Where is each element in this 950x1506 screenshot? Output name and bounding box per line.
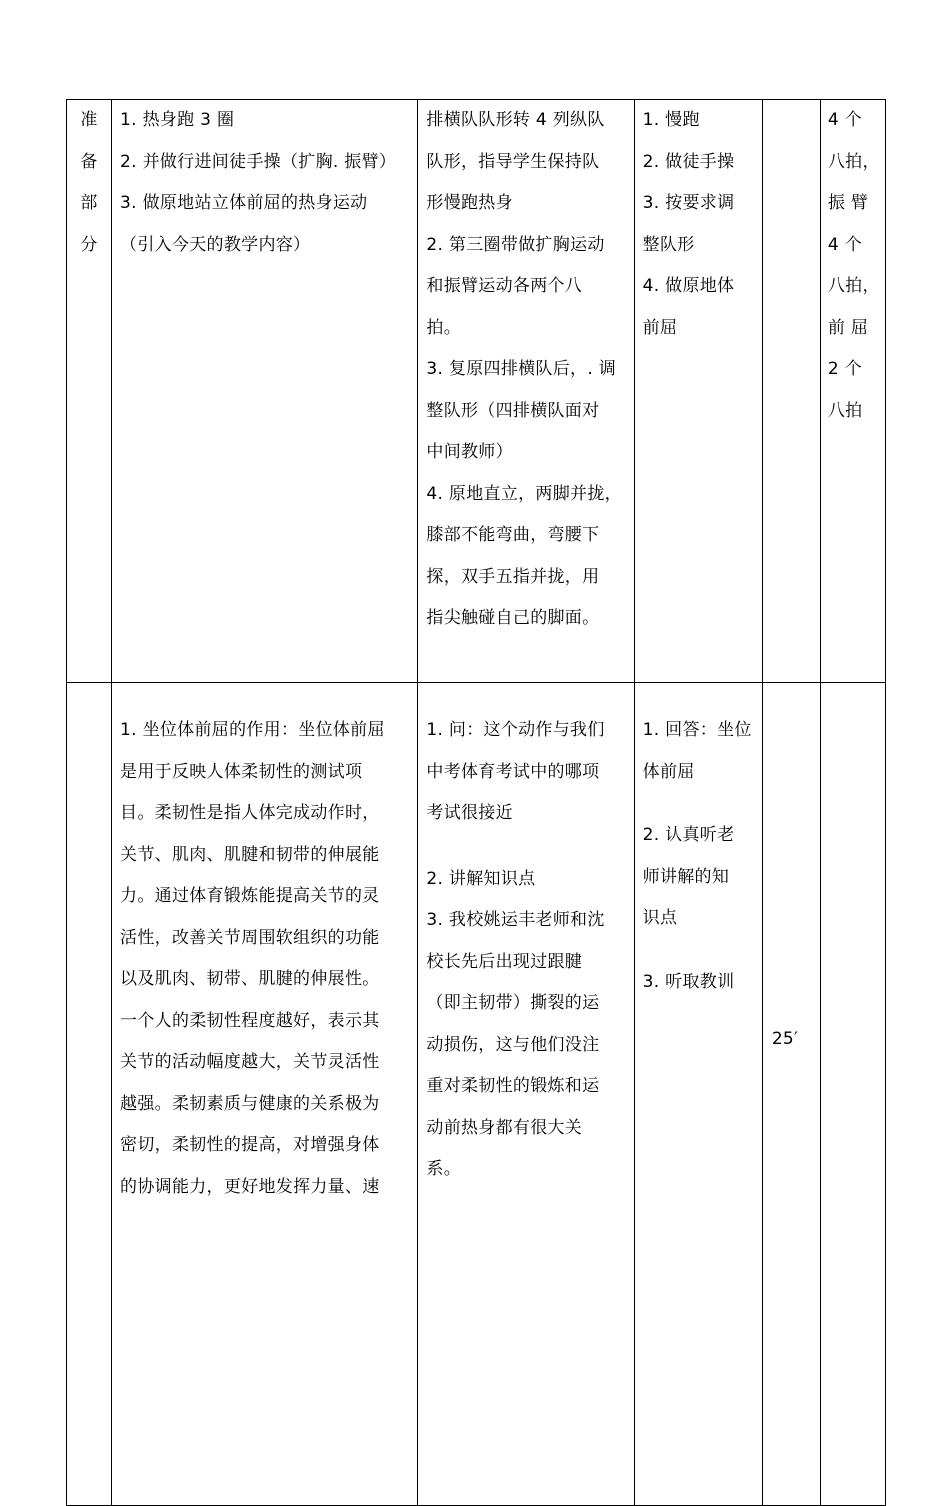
content-line: 3. 做原地站立体前屈的热身运动	[120, 193, 368, 213]
student-line: 1. 回答：坐位	[642, 720, 752, 740]
teacher-line: 校长先后出现过跟腱	[426, 951, 583, 972]
student-line: 体前屈	[642, 761, 695, 782]
content-line: 以及肌肉、韧带、肌腱的伸展性。	[120, 969, 380, 989]
teacher-line: 中考体育考试中的哪项	[426, 761, 600, 782]
teacher-line: 膝部不能弯曲，弯腰下	[426, 525, 600, 545]
teacher-line: 探，双手五指并拢，用	[426, 566, 600, 587]
teacher-line: 动损伤，这与他们没注	[426, 1034, 600, 1055]
teacher-line: 中间教师）	[426, 442, 513, 462]
content-line: 的协调能力，更好地发挥力量、速	[120, 1176, 380, 1197]
teacher-line: 动前热身都有很大关	[426, 1117, 583, 1138]
section-label-char: 部	[80, 193, 98, 213]
teacher-line: 2. 讲解知识点	[426, 868, 536, 889]
lesson-plan-table	[66, 99, 886, 1506]
content-line: 1. 热身跑 3 圈	[120, 110, 235, 130]
teacher-line: 2. 第三圈带做扩胸运动	[426, 234, 605, 255]
spacer	[643, 940, 756, 962]
amount-line: 八拍，	[827, 276, 880, 296]
teacher-line: 拍。	[426, 317, 462, 338]
student-line: 2. 做徒手操	[642, 151, 735, 172]
teacher-line: 考试很接近	[426, 803, 513, 823]
content-line: 密切，柔韧性的提高，对增强身体	[120, 1135, 380, 1155]
amount-line: 前 屈	[827, 317, 869, 338]
content-line: 是用于反映人体柔韧性的测试项	[120, 761, 363, 782]
spacer	[426, 835, 627, 859]
content-cell	[112, 683, 418, 1506]
teacher-line: 重对柔韧性的锻炼和运	[426, 1076, 600, 1096]
student-line: 4. 做原地体	[642, 276, 735, 296]
content-line: 1. 坐位体前屈的作用：坐位体前屈	[120, 720, 385, 740]
teacher-line: 4. 原地直立，两脚并拢，	[426, 483, 622, 504]
student-line: 师讲解的知	[642, 866, 730, 887]
student-line: 识点	[642, 908, 678, 928]
amount-line: 4 个	[827, 110, 862, 130]
teacher-line: 系。	[426, 1159, 462, 1179]
teacher-line: 指尖触碰自己的脚面。	[426, 608, 600, 628]
content-line: 目。柔韧性是指人体完成动作时，	[120, 803, 380, 823]
amount-cell	[820, 683, 885, 1506]
amount-line: 八拍	[827, 400, 863, 421]
amount-line: 2 个	[827, 359, 862, 379]
teacher-line: 3. 我校姚运丰老师和沈	[426, 910, 605, 930]
time-cell	[762, 100, 820, 683]
table-row-preparation	[67, 100, 886, 683]
teacher-activity-cell	[418, 683, 634, 1506]
teacher-line: 1. 问：这个动作与我们	[426, 720, 605, 740]
teacher-line: 排横队队形转 4 列纵队	[426, 110, 605, 130]
section-label-cell	[67, 683, 112, 1506]
student-line: 3. 按要求调	[642, 193, 735, 213]
student-activity-cell	[634, 683, 762, 1506]
teacher-line: 3. 复原四排横队后，. 调	[426, 359, 617, 379]
content-line: 一个人的柔韧性程度越好，表示其	[120, 1010, 380, 1031]
student-line: 整队形	[642, 234, 695, 255]
section-label-cell	[67, 100, 112, 683]
teacher-line: 和振臂运动各两个八	[426, 276, 583, 296]
teacher-line: （即主韧带）撕裂的运	[426, 993, 600, 1013]
student-activity-cell	[634, 100, 762, 683]
content-line: （引入今天的教学内容）	[120, 234, 311, 255]
section-label-char: 备	[80, 151, 98, 172]
amount-line: 振 臂	[827, 193, 869, 213]
amount-line: 4 个	[827, 234, 862, 255]
amount-cell	[820, 100, 885, 683]
content-line: 2. 并做行进间徒手操（扩胸. 振臂）	[120, 151, 397, 172]
section-label-char: 准	[80, 110, 98, 130]
content-line: 越强。柔韧素质与健康的关系极为	[120, 1093, 380, 1114]
content-line: 关节、肌肉、肌腱和韧带的伸展能	[120, 844, 380, 865]
student-line: 前屈	[642, 317, 678, 338]
student-line: 3. 听取教训	[642, 971, 735, 992]
time-value: 25′	[771, 1029, 799, 1049]
content-cell	[112, 100, 418, 683]
table-row-basic	[67, 683, 886, 1506]
student-line: 1. 慢跑	[642, 110, 700, 130]
teacher-line: 整队形（四排横队面对	[426, 400, 600, 421]
student-line: 2. 认真听老	[642, 825, 735, 845]
teacher-activity-cell	[418, 100, 634, 683]
content-line: 力。通过体育锻炼能提高关节的灵	[120, 886, 380, 906]
amount-line: 八拍，	[827, 151, 880, 172]
content-line: 活性，改善关节周围软组织的功能	[120, 927, 380, 948]
content-line: 关节的活动幅度越大，关节灵活性	[120, 1052, 380, 1072]
teacher-line: 形慢跑热身	[426, 193, 513, 213]
time-cell	[762, 683, 820, 1506]
spacer	[643, 793, 756, 815]
teacher-line: 队形，指导学生保持队	[426, 151, 600, 172]
section-label-char: 分	[80, 234, 98, 255]
